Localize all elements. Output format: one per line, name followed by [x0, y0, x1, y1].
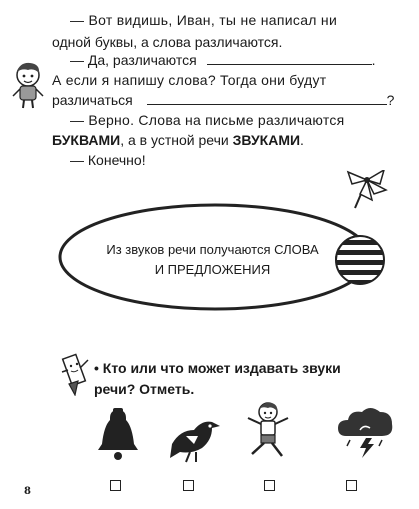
dialogue-line-1: — Вот видишь, Иван, ты не написал ни	[70, 12, 338, 28]
bell-icon	[96, 408, 140, 462]
checkbox-boy[interactable]	[264, 480, 275, 491]
dialogue-line-2: одной буквы, а слова различаются.	[52, 34, 283, 50]
bird-icon	[168, 414, 226, 464]
dialogue-line-3: — Да, различаются .	[70, 52, 376, 68]
dialogue-line-8: — Конечно!	[70, 152, 146, 168]
pencil-character-icon	[58, 350, 92, 396]
checkbox-storm-cloud[interactable]	[346, 480, 357, 491]
dialogue-line-6: — Верно. Слова на письме различаются	[70, 112, 345, 128]
checkbox-bell[interactable]	[110, 480, 121, 491]
dialogue-line-7: БУКВАМИ, а в устной речи ЗВУКАМИ.	[52, 132, 304, 148]
boy-icon	[242, 400, 294, 460]
page-number: 8	[24, 486, 31, 497]
dialogue-line-4: А если я напишу слова? Тогда они будут	[52, 72, 327, 88]
checkbox-bird[interactable]	[183, 480, 194, 491]
answer-blank-1[interactable]	[207, 53, 372, 65]
boy-character-icon	[10, 60, 46, 110]
task-instruction: • Кто или что может издавать звуки речи? Отметь.	[94, 360, 341, 397]
oval-text: Из звуков речи получаются СЛОВА И ПРЕДЛОЖЕНИЯ	[106, 242, 319, 277]
answer-blank-2[interactable]	[147, 93, 387, 105]
storm-cloud-icon	[336, 404, 396, 460]
fan-icon	[348, 170, 386, 208]
dialogue-line-5: различаться ?	[52, 92, 395, 108]
